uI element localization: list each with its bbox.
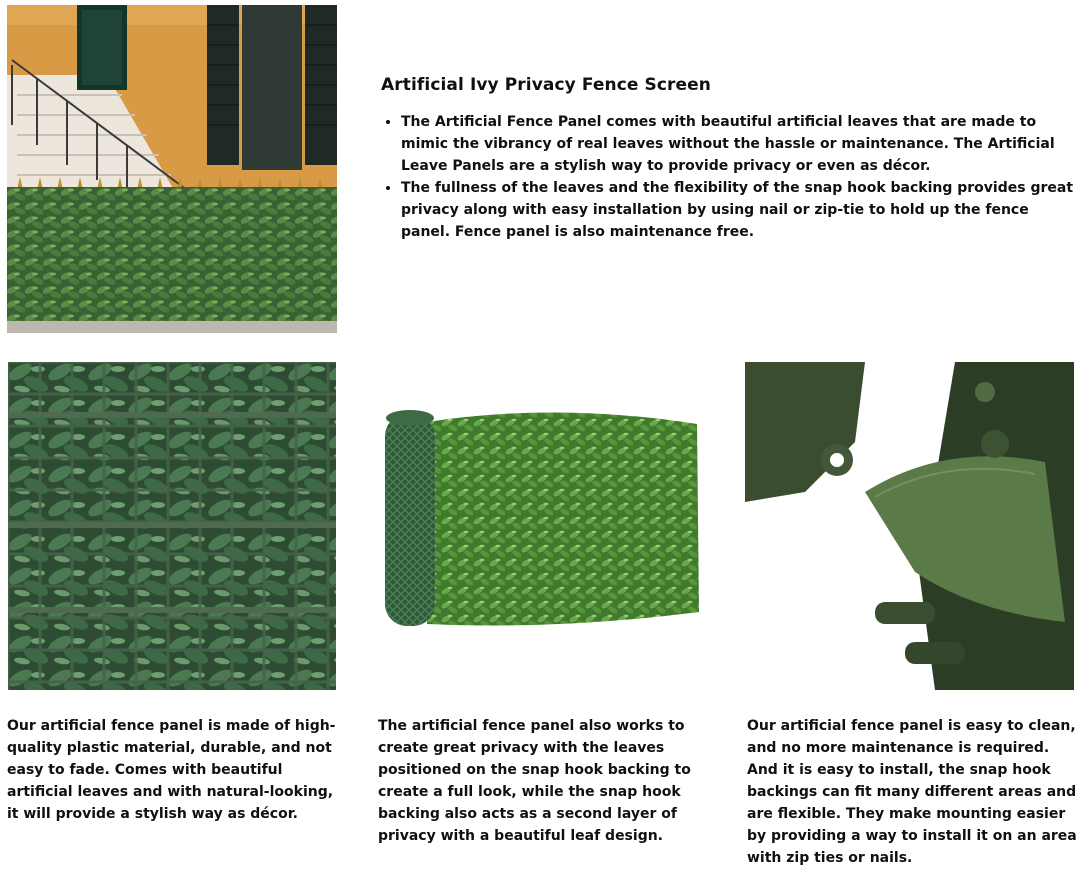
feature-caption-installation: Our artificial fence panel is easy to clean, and no more maintenance is required. And it is easy to install, the snap hook backings can fit many different areas and are flexible. They make mounting easier by providing a way to install it on an area with zip ties or nails. (747, 718, 1077, 866)
rolled-panel-image (377, 362, 707, 690)
feature-bullet-list (381, 111, 1081, 243)
feature-caption-privacy: The artificial fence panel also works to create great privacy with the leaves positioned on the snap hook backing to create a full look, while the snap hook backing also acts as a second layer of privacy with a beautiful leaf design. (378, 718, 691, 844)
feature-caption-durability: Our artificial fence panel is made of high-quality plastic material, durable, and not easy to fade. Comes with beautiful artificial leaves and with natural-looking, it will provide a stylish way as décor. (7, 718, 336, 822)
product-heading: Artificial Ivy Privacy Fence Screen (381, 75, 711, 95)
closeup-image (8, 362, 336, 690)
hero-product-image (7, 5, 337, 333)
intro-section (381, 75, 1081, 243)
snap-hook-image (745, 362, 1074, 690)
bullet-item: • The fullness of the leaves and the flexibility of the snap hook backing provides great privacy along with easy installation by using nail or zip-tie to hold up the fence panel. Fence panel is also maintenance free. (401, 177, 1081, 243)
bullet-item: • The Artificial Fence Panel comes with beautiful artificial leaves that are made to mimic the vibrancy of real leaves without the hassle or maintenance. The Artificial Leave Panels are a stylish way to provide privacy or even as décor. (401, 111, 1081, 177)
